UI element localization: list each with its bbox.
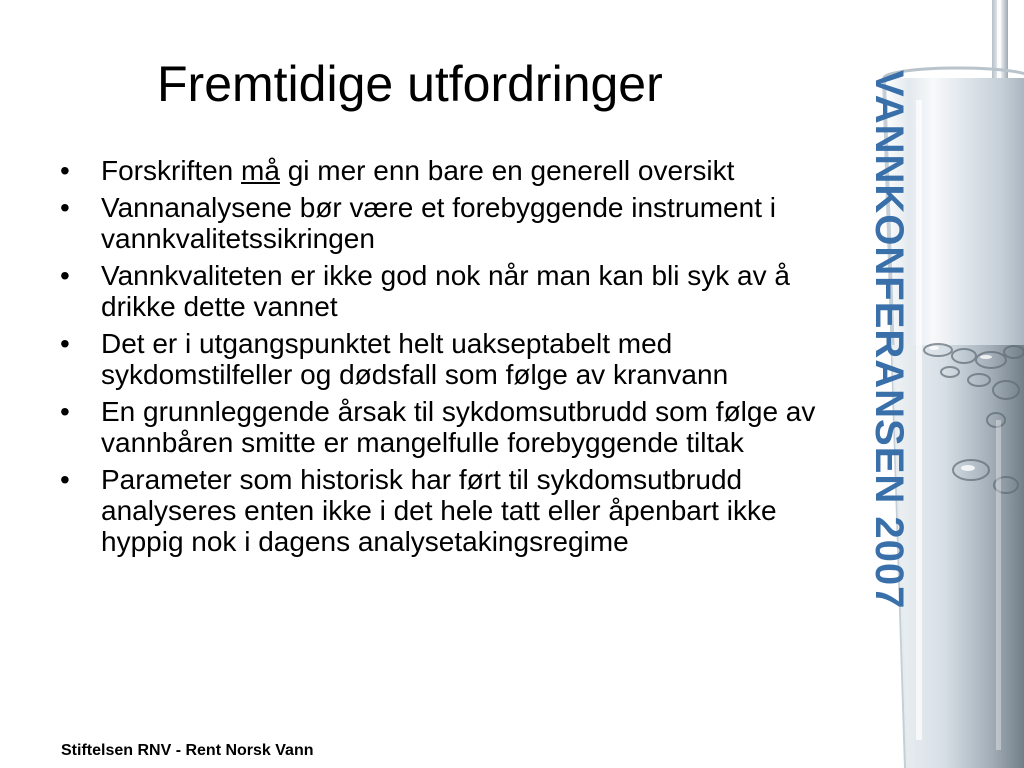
bullet-text-emphasis: må	[241, 155, 280, 186]
bullet-text-after: gi mer enn bare en generell oversikt	[279, 155, 735, 186]
bullet-text: Det er i utgangspunktet helt uakseptabelt med sykdomstilfeller og dødsfall som følge av kranvann	[101, 328, 729, 390]
bullet-text: Parameter som historisk har ført til sykdomsutbrudd analyseres enten ikke i det hele tatt eller åpenbart ikke hyppig nok i dagens analysetakingsregime	[101, 464, 777, 557]
bullet-item	[60, 396, 840, 458]
bullet-list	[60, 155, 840, 563]
bullet-item	[60, 464, 840, 557]
bullet-item	[60, 192, 840, 254]
bullet-glyph: •	[60, 260, 70, 291]
bullet-text: En grunnleggende årsak til sykdomsutbrudd som følge av vannbåren smitte er mangelfulle forebyggende tiltak	[101, 396, 816, 458]
bullet-text: Vannanalysene bør være et forebyggende instrument i vannkvalitetssikringen	[101, 192, 776, 254]
bullet-glyph: •	[60, 464, 70, 495]
bullet-item	[60, 155, 840, 186]
bullet-glyph: •	[60, 192, 70, 223]
bullet-item	[60, 328, 840, 390]
conference-vertical-title-text: VANNKONFERANSEN 2007	[867, 70, 911, 610]
bullet-glyph: •	[60, 328, 70, 359]
conference-vertical-title	[863, 70, 915, 725]
bullet-text: Vannkvaliteten er ikke god nok når man kan bli syk av å drikke dette vannet	[101, 260, 790, 322]
bullet-glyph: •	[60, 396, 70, 427]
bullet-text-before: Forskriften	[101, 155, 242, 186]
bullet-glyph: •	[60, 155, 70, 186]
footer-organization: Stiftelsen RNV - Rent Norsk Vann	[61, 742, 314, 759]
bullet-item	[60, 260, 840, 322]
slide-title: Fremtidige utfordringer	[157, 56, 663, 112]
